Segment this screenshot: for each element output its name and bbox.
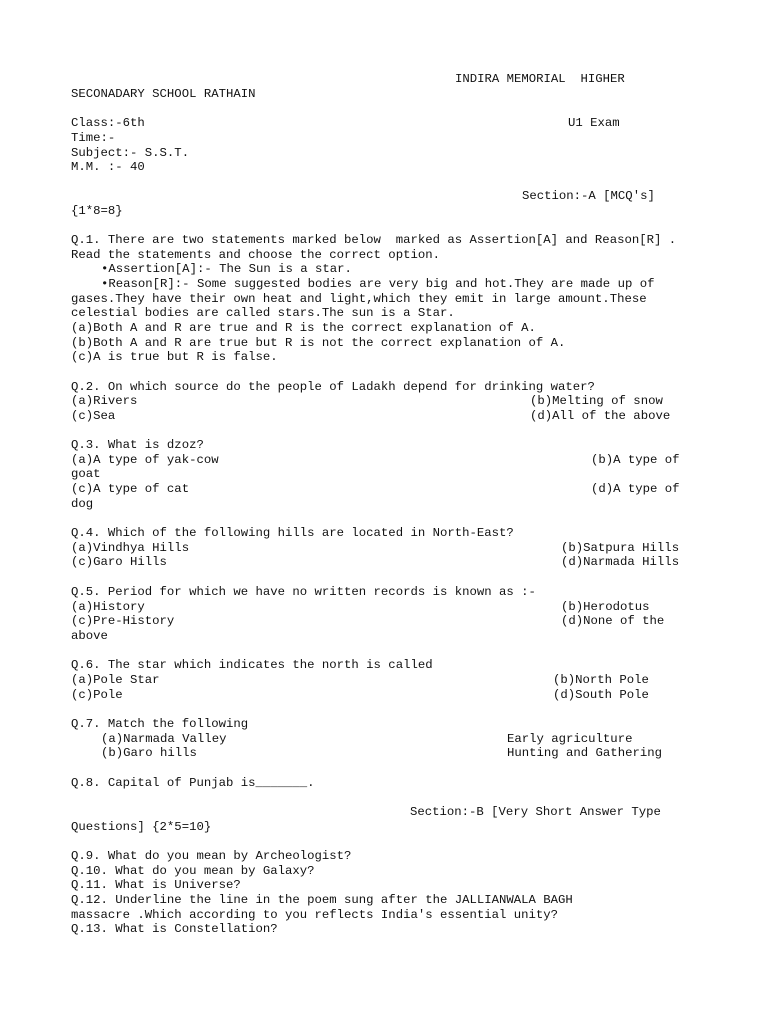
- q5-option-d-wrap: above: [71, 629, 108, 643]
- q9-text: Q.9. What do you mean by Archeologist?: [71, 849, 352, 863]
- time-label: Time:-: [71, 131, 116, 145]
- q1-reason: • Reason[R]:- Some suggested bodies are very big and hot.They are made up of: [101, 277, 654, 292]
- q1-option-c: (c)A is true but R is false.: [71, 350, 278, 364]
- q5-option-b: (b)Herodotus: [561, 600, 650, 614]
- q1-text-line1: Q.1. There are two statements marked below marked as Assertion[A] and Reason[R] .: [71, 233, 677, 247]
- q1-assertion: • Assertion[A]:- The Sun is a star.: [101, 262, 352, 277]
- q2-option-d: (d)All of the above: [530, 409, 671, 423]
- q4-option-c: (c)Garo Hills: [71, 555, 167, 569]
- q2-option-b: (b)Melting of snow: [530, 394, 663, 408]
- q12-text-line1: Q.12. Underline the line in the poem sung after the JALLIANWALA BAGH: [71, 893, 573, 907]
- q8-text: Q.8. Capital of Punjab is_______.: [71, 776, 315, 790]
- q5-option-d: (d)None of the: [561, 614, 665, 628]
- q3-option-d-wrap: dog: [71, 497, 94, 511]
- q6-text: Q.6. The star which indicates the north is called: [71, 658, 433, 672]
- q2-option-c: (c)Sea: [71, 409, 116, 423]
- q3-option-b-wrap: goat: [71, 467, 101, 481]
- subject-label: Subject:- S.S.T.: [71, 146, 190, 160]
- q4-option-b: (b)Satpura Hills: [561, 541, 680, 555]
- q3-option-a: (a)A type of yak-cow: [71, 453, 219, 467]
- q7-text: Q.7. Match the following: [71, 717, 249, 731]
- q6-option-c: (c)Pole: [71, 688, 123, 702]
- q6-option-a: (a)Pole Star: [71, 673, 160, 687]
- q5-option-a: (a)History: [71, 600, 145, 614]
- max-marks-label: M.M. :- 40: [71, 160, 145, 174]
- q1-option-b: (b)Both A and R are true but R is not the correct explanation of A.: [71, 336, 566, 350]
- q1-reason-line2: gases.They have their own heat and light,which they emit in large amount.These: [71, 292, 647, 306]
- q6-option-b: (b)North Pole: [553, 673, 649, 687]
- section-b-marks: Questions] {2*5=10}: [71, 820, 212, 834]
- class-label: Class:-6th: [71, 116, 145, 130]
- section-b-title: Section:-B [Very Short Answer Type: [410, 805, 661, 819]
- school-name-line1: INDIRA MEMORIAL HIGHER: [455, 72, 625, 86]
- q10-text: Q.10. What do you mean by Galaxy?: [71, 864, 315, 878]
- q3-option-c: (c)A type of cat: [71, 482, 190, 496]
- section-a-title: Section:-A [MCQ's]: [522, 189, 655, 203]
- q2-option-a: (a)Rivers: [71, 394, 138, 408]
- q6-option-d: (d)South Pole: [553, 688, 649, 702]
- q3-option-d: (d)A type of: [591, 482, 680, 496]
- q1-reason-line3: celestial bodies are called stars.The sun is a Star.: [71, 306, 455, 320]
- q5-text: Q.5. Period for which we have no written records is known as :-: [71, 585, 536, 599]
- q7-left-b: (b)Garo hills: [101, 746, 197, 760]
- q4-option-a: (a)Vindhya Hills: [71, 541, 190, 555]
- q3-text: Q.3. What is dzoz?: [71, 438, 204, 452]
- q3-option-b: (b)A type of: [591, 453, 680, 467]
- q1-option-a: (a)Both A and R are true and R is the correct explanation of A.: [71, 321, 536, 335]
- q1-text-line2: Read the statements and choose the correct option.: [71, 248, 440, 262]
- q11-text: Q.11. What is Universe?: [71, 878, 241, 892]
- q7-right-a: Early agriculture: [507, 732, 633, 746]
- q7-right-b: Hunting and Gathering: [507, 746, 662, 760]
- q4-text: Q.4. Which of the following hills are located in North-East?: [71, 526, 514, 540]
- q2-text: Q.2. On which source do the people of Ladakh depend for drinking water?: [71, 380, 595, 394]
- section-a-marks: {1*8=8}: [71, 204, 123, 218]
- q4-option-d: (d)Narmada Hills: [561, 555, 680, 569]
- q13-text: Q.13. What is Constellation?: [71, 922, 278, 936]
- school-name-line2: SECONADARY SCHOOL RATHAIN: [71, 87, 256, 101]
- exam-label: U1 Exam: [568, 116, 620, 130]
- q7-left-a: (a)Narmada Valley: [101, 732, 227, 746]
- q12-text-line2: massacre .Which according to you reflects India's essential unity?: [71, 908, 559, 922]
- q5-option-c: (c)Pre-History: [71, 614, 175, 628]
